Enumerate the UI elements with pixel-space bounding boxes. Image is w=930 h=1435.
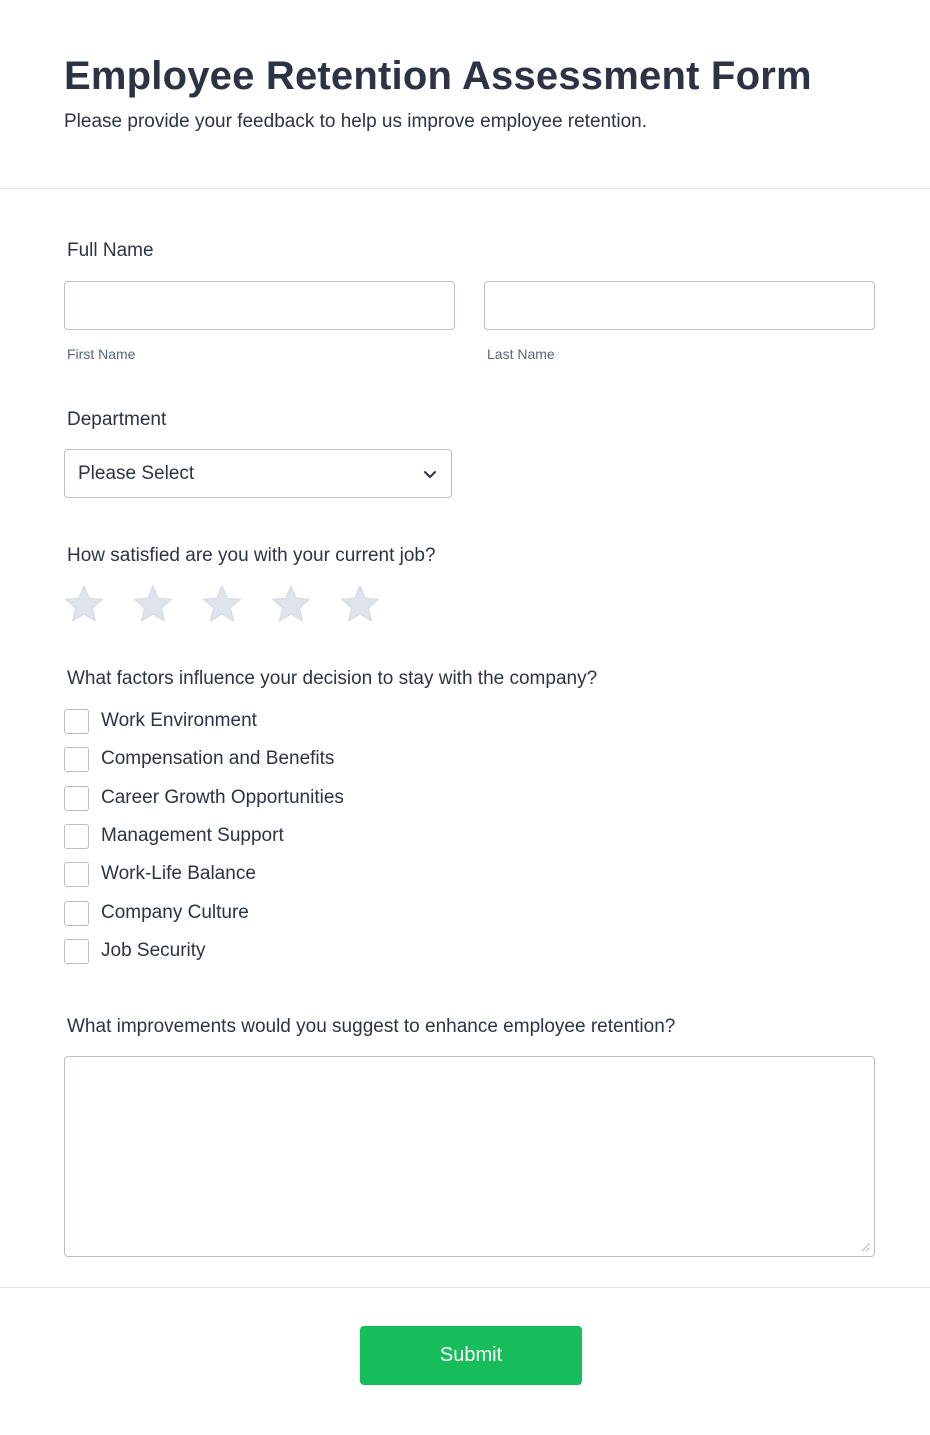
- resize-grip-icon[interactable]: [860, 1242, 870, 1252]
- star-rating: [64, 584, 394, 624]
- star-icon[interactable]: [133, 584, 173, 624]
- checkbox-label: Work-Life Balance: [101, 863, 256, 884]
- form-title: Employee Retention Assessment Form: [64, 54, 812, 98]
- checkbox[interactable]: [64, 824, 89, 849]
- star-icon[interactable]: [64, 584, 104, 624]
- footer-divider: [0, 1287, 930, 1288]
- checkbox[interactable]: [64, 747, 89, 772]
- factor-option[interactable]: [64, 939, 464, 965]
- last-name-sublabel: Last Name: [487, 346, 555, 362]
- factor-option[interactable]: [64, 824, 464, 850]
- first-name-sublabel: First Name: [67, 346, 136, 362]
- last-name-input[interactable]: [484, 281, 875, 330]
- checkbox[interactable]: [64, 862, 89, 887]
- form-header: [0, 0, 930, 189]
- checkbox[interactable]: [64, 901, 89, 926]
- improvements-label: What improvements would you suggest to enhance employee retention?: [67, 1016, 676, 1037]
- checkbox-label: Company Culture: [101, 902, 249, 923]
- first-name-input[interactable]: [64, 281, 455, 330]
- star-icon[interactable]: [202, 584, 242, 624]
- checkbox[interactable]: [64, 786, 89, 811]
- checkbox[interactable]: [64, 709, 89, 734]
- department-label: Department: [67, 409, 167, 430]
- factor-option[interactable]: [64, 901, 464, 927]
- department-selected-value: Please Select: [78, 463, 195, 484]
- checkbox-label: Job Security: [101, 940, 206, 961]
- star-icon[interactable]: [340, 584, 380, 624]
- submit-button[interactable]: Submit: [360, 1326, 582, 1385]
- chevron-down-icon: [423, 467, 437, 481]
- factor-option[interactable]: [64, 786, 464, 812]
- form-subtitle: Please provide your feedback to help us improve employee retention.: [64, 111, 648, 132]
- factor-option[interactable]: [64, 862, 464, 888]
- factors-label: What factors influence your decision to stay with the company?: [67, 668, 598, 689]
- checkbox-label: Career Growth Opportunities: [101, 787, 344, 808]
- checkbox-label: Work Environment: [101, 710, 257, 731]
- checkbox-label: Compensation and Benefits: [101, 748, 335, 769]
- checkbox-label: Management Support: [101, 825, 284, 846]
- improvements-textarea[interactable]: [64, 1056, 875, 1257]
- star-icon[interactable]: [271, 584, 311, 624]
- checkbox[interactable]: [64, 939, 89, 964]
- department-select[interactable]: [64, 449, 452, 498]
- factor-option[interactable]: [64, 747, 464, 773]
- factor-option[interactable]: [64, 709, 464, 735]
- satisfaction-label: How satisfied are you with your current job?: [67, 545, 436, 566]
- full-name-label: Full Name: [67, 240, 154, 261]
